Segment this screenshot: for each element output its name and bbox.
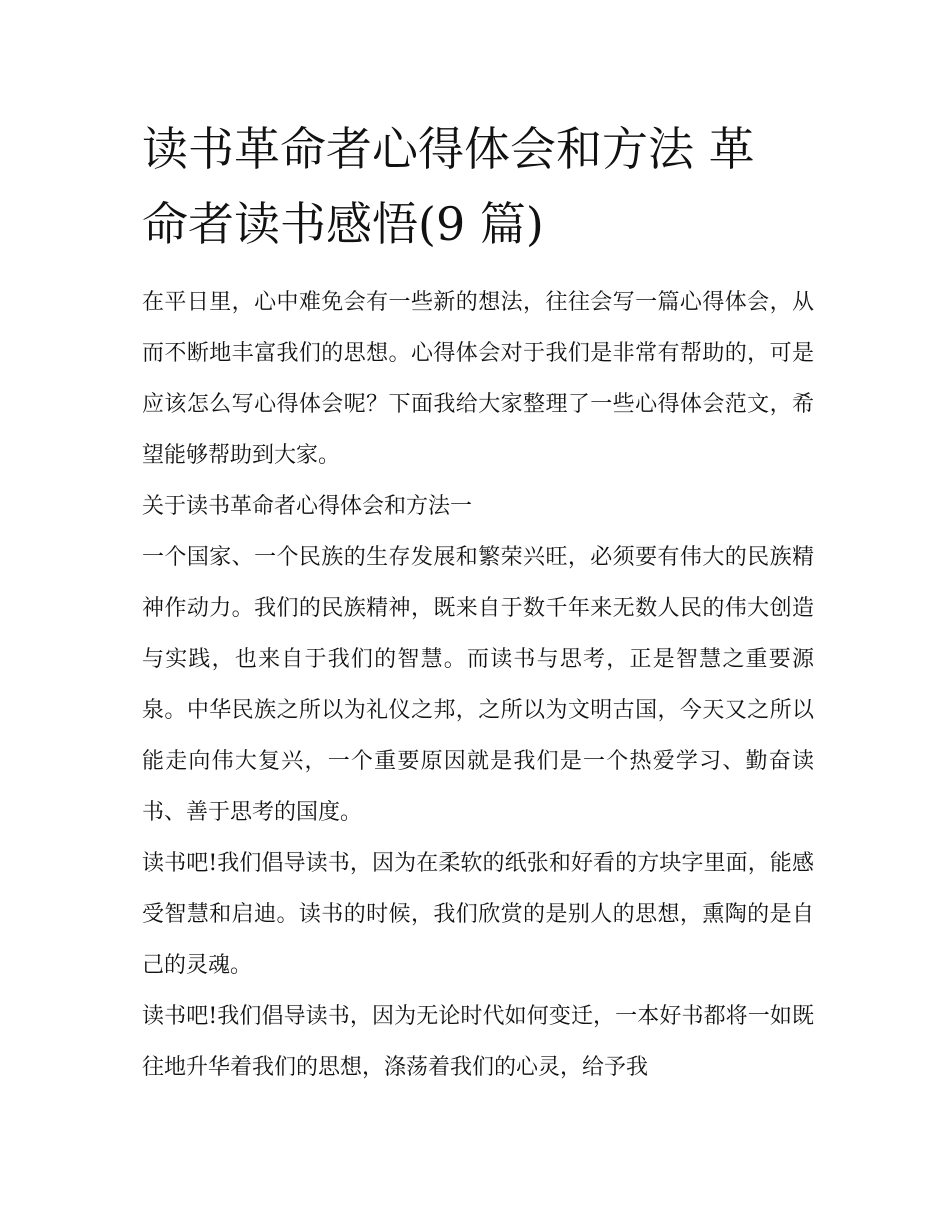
body-paragraph-nation: 一个国家、一个民族的生存发展和繁荣兴旺，必须要有伟大的民族精神作动力。我们的民族精神，既来自于数千年来无数人民的伟大创造与实践，也来自于我们的智慧。而读书与思考，正是智慧之重要源泉。中华民族之所以为礼仪之邦，之所以为文明古国，今天又之所以能走向伟大复兴，一个重要原因就是我们是一个热爱学习、勤奋读书、善于思考的国度。: [142, 545, 814, 825]
body-paragraph-reading-2: 读书吧!我们倡导读书，因为无论时代如何变迁，一本好书都将一如既往地升华着我们的思想，涤荡着我们的心灵，给予我: [142, 1004, 814, 1080]
document-title: [142, 112, 814, 262]
document-page: [142, 112, 814, 1093]
body-paragraph-reading-1: 读书吧!我们倡导读书，因为在柔软的纸张和好看的方块字里面，能感受智慧和启迪。读书的时候，我们欣赏的是别人的思想，熏陶的是自己的灵魂。: [142, 851, 814, 978]
intro-paragraph: 在平日里，心中难免会有一些新的想法，往往会写一篇心得体会，从而不断地丰富我们的思想。心得体会对于我们是非常有帮助的，可是应该怎么写心得体会呢？下面我给大家整理了一些心得体会范文，希望能够帮助到大家。: [142, 290, 814, 468]
document-body: [142, 277, 814, 1093]
title-line-1: 读书革命者心得体会和方法 革: [142, 122, 755, 176]
section-heading: 关于读书革命者心得体会和方法一: [142, 494, 473, 519]
title-line-2: 命者读书感悟(9 篇): [142, 197, 544, 251]
